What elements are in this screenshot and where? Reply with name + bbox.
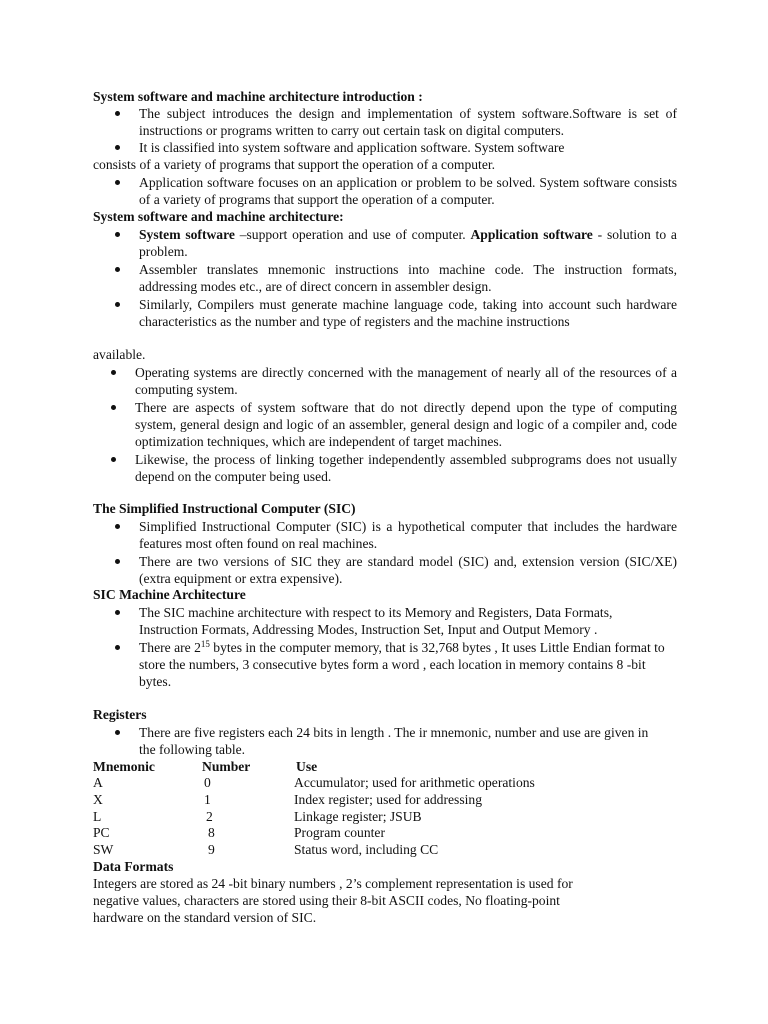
list-item: The SIC machine architecture with respect to its Memory and Registers, Data Formats, Instruction Formats, Addressing Modes, Instruction Set, Input and Output Memory .	[93, 604, 665, 638]
list-item: Likewise, the process of linking together independently assembled subprograms does not usually depend on the computer being used.	[93, 451, 677, 485]
heading-intro: System software and machine architecture introduction :	[93, 89, 423, 104]
bullet-icon	[115, 145, 120, 150]
bullet-icon	[115, 645, 120, 650]
table-row: L 2 Linkage register; JSUB	[93, 809, 422, 824]
bullet-icon	[115, 232, 120, 237]
bullet-icon	[115, 111, 120, 116]
list-item: Application software focuses on an application or problem to be solved. System software consists of a variety of programs that support the operation of a computer.	[93, 174, 677, 208]
sic-list	[93, 518, 677, 587]
list-item: There are $2^{15}$ bytes in the computer memory, that is 32,768 bytes , It uses Little Endian format to store the numbers, 3 consecutive bytes form a word , each location in memory contains 8 -bit bytes.	[93, 639, 665, 690]
table-row: A 0 Accumulator; used for arithmetic operations	[93, 775, 535, 790]
heading-system-software: System software and machine architecture:	[93, 209, 344, 224]
list-item: It is classified into system software and application software. System software	[93, 139, 677, 156]
column-header: Mnemonic	[93, 759, 155, 774]
bullet-icon	[111, 370, 116, 375]
bullet-icon	[111, 405, 116, 410]
column-header: Number	[202, 759, 251, 774]
bullet-icon	[115, 730, 120, 735]
system-software-list	[93, 226, 677, 330]
table-row: X 1 Index register; used for addressing	[93, 792, 482, 807]
bullet-icon	[115, 559, 120, 564]
paragraph: consists of a variety of programs that support the operation of a computer.	[93, 157, 496, 172]
list-item: There are five registers each 24 bits in length . The ir mnemonic, number and use are given in the following table.	[93, 724, 665, 758]
column-header: Use	[296, 759, 318, 774]
paragraph-line: negative values, characters are stored using their 8-bit ASCII codes, No floating-point	[93, 893, 560, 908]
system-software-list-2	[93, 364, 677, 485]
list-item: The subject introduces the design and implementation of system software.Software is set of instructions or programs written to carry out certain task on digital computers.	[93, 105, 677, 139]
list-item: There are aspects of system software that do not directly depend upon the type of computing system, general design and logic of an assembler, general design and logic of a compiler and, code optimization techniques, which are independent of target machines.	[93, 399, 677, 450]
table-header	[0, 758, 768, 775]
sic-architecture-list	[93, 604, 665, 690]
list-item: Operating systems are directly concerned with the management of nearly all of the resources of a computing system.	[93, 364, 677, 398]
list-item: Simplified Instructional Computer (SIC) is a hypothetical computer that includes the hardware features most often found on real machines.	[93, 518, 677, 552]
bullet-icon	[115, 524, 120, 529]
heading-sic: The Simplified Instructional Computer (SIC)	[93, 501, 356, 516]
bullet-icon	[115, 267, 120, 272]
intro-list-2	[93, 174, 677, 208]
bullet-icon	[115, 180, 120, 185]
table-row: PC 8 Program counter	[93, 825, 385, 840]
paragraph-line: Integers are stored as 24 -bit binary numbers , 2’s complement representation is used for	[93, 876, 573, 891]
list-item: System software –support operation and use of computer. Application software - solution to a problem.	[93, 226, 677, 260]
list-item: There are two versions of SIC they are standard model (SIC) and, extension version (SIC/XE) (extra equipment or extra expensive).	[93, 553, 677, 587]
bullet-icon	[115, 302, 120, 307]
paragraph-line: hardware on the standard version of SIC.	[93, 910, 317, 925]
list-item: Assembler translates mnemonic instructions into machine code. The instruction formats, addressing modes etc., are of direct concern in assembler design.	[93, 261, 677, 295]
intro-list	[93, 105, 677, 156]
list-item: Similarly, Compilers must generate machine language code, taking into account such hardware characteristics as the number and type of registers and the machine instructions	[93, 296, 677, 330]
registers-list	[93, 724, 665, 758]
bullet-icon	[115, 610, 120, 615]
heading-sic-architecture: SIC Machine Architecture	[93, 587, 246, 602]
heading-registers: Registers	[93, 707, 147, 722]
heading-data-formats: Data Formats	[93, 859, 174, 874]
table-row: SW 9 Status word, including CC	[93, 842, 439, 857]
paragraph: available.	[93, 347, 146, 362]
bullet-icon	[111, 457, 116, 462]
